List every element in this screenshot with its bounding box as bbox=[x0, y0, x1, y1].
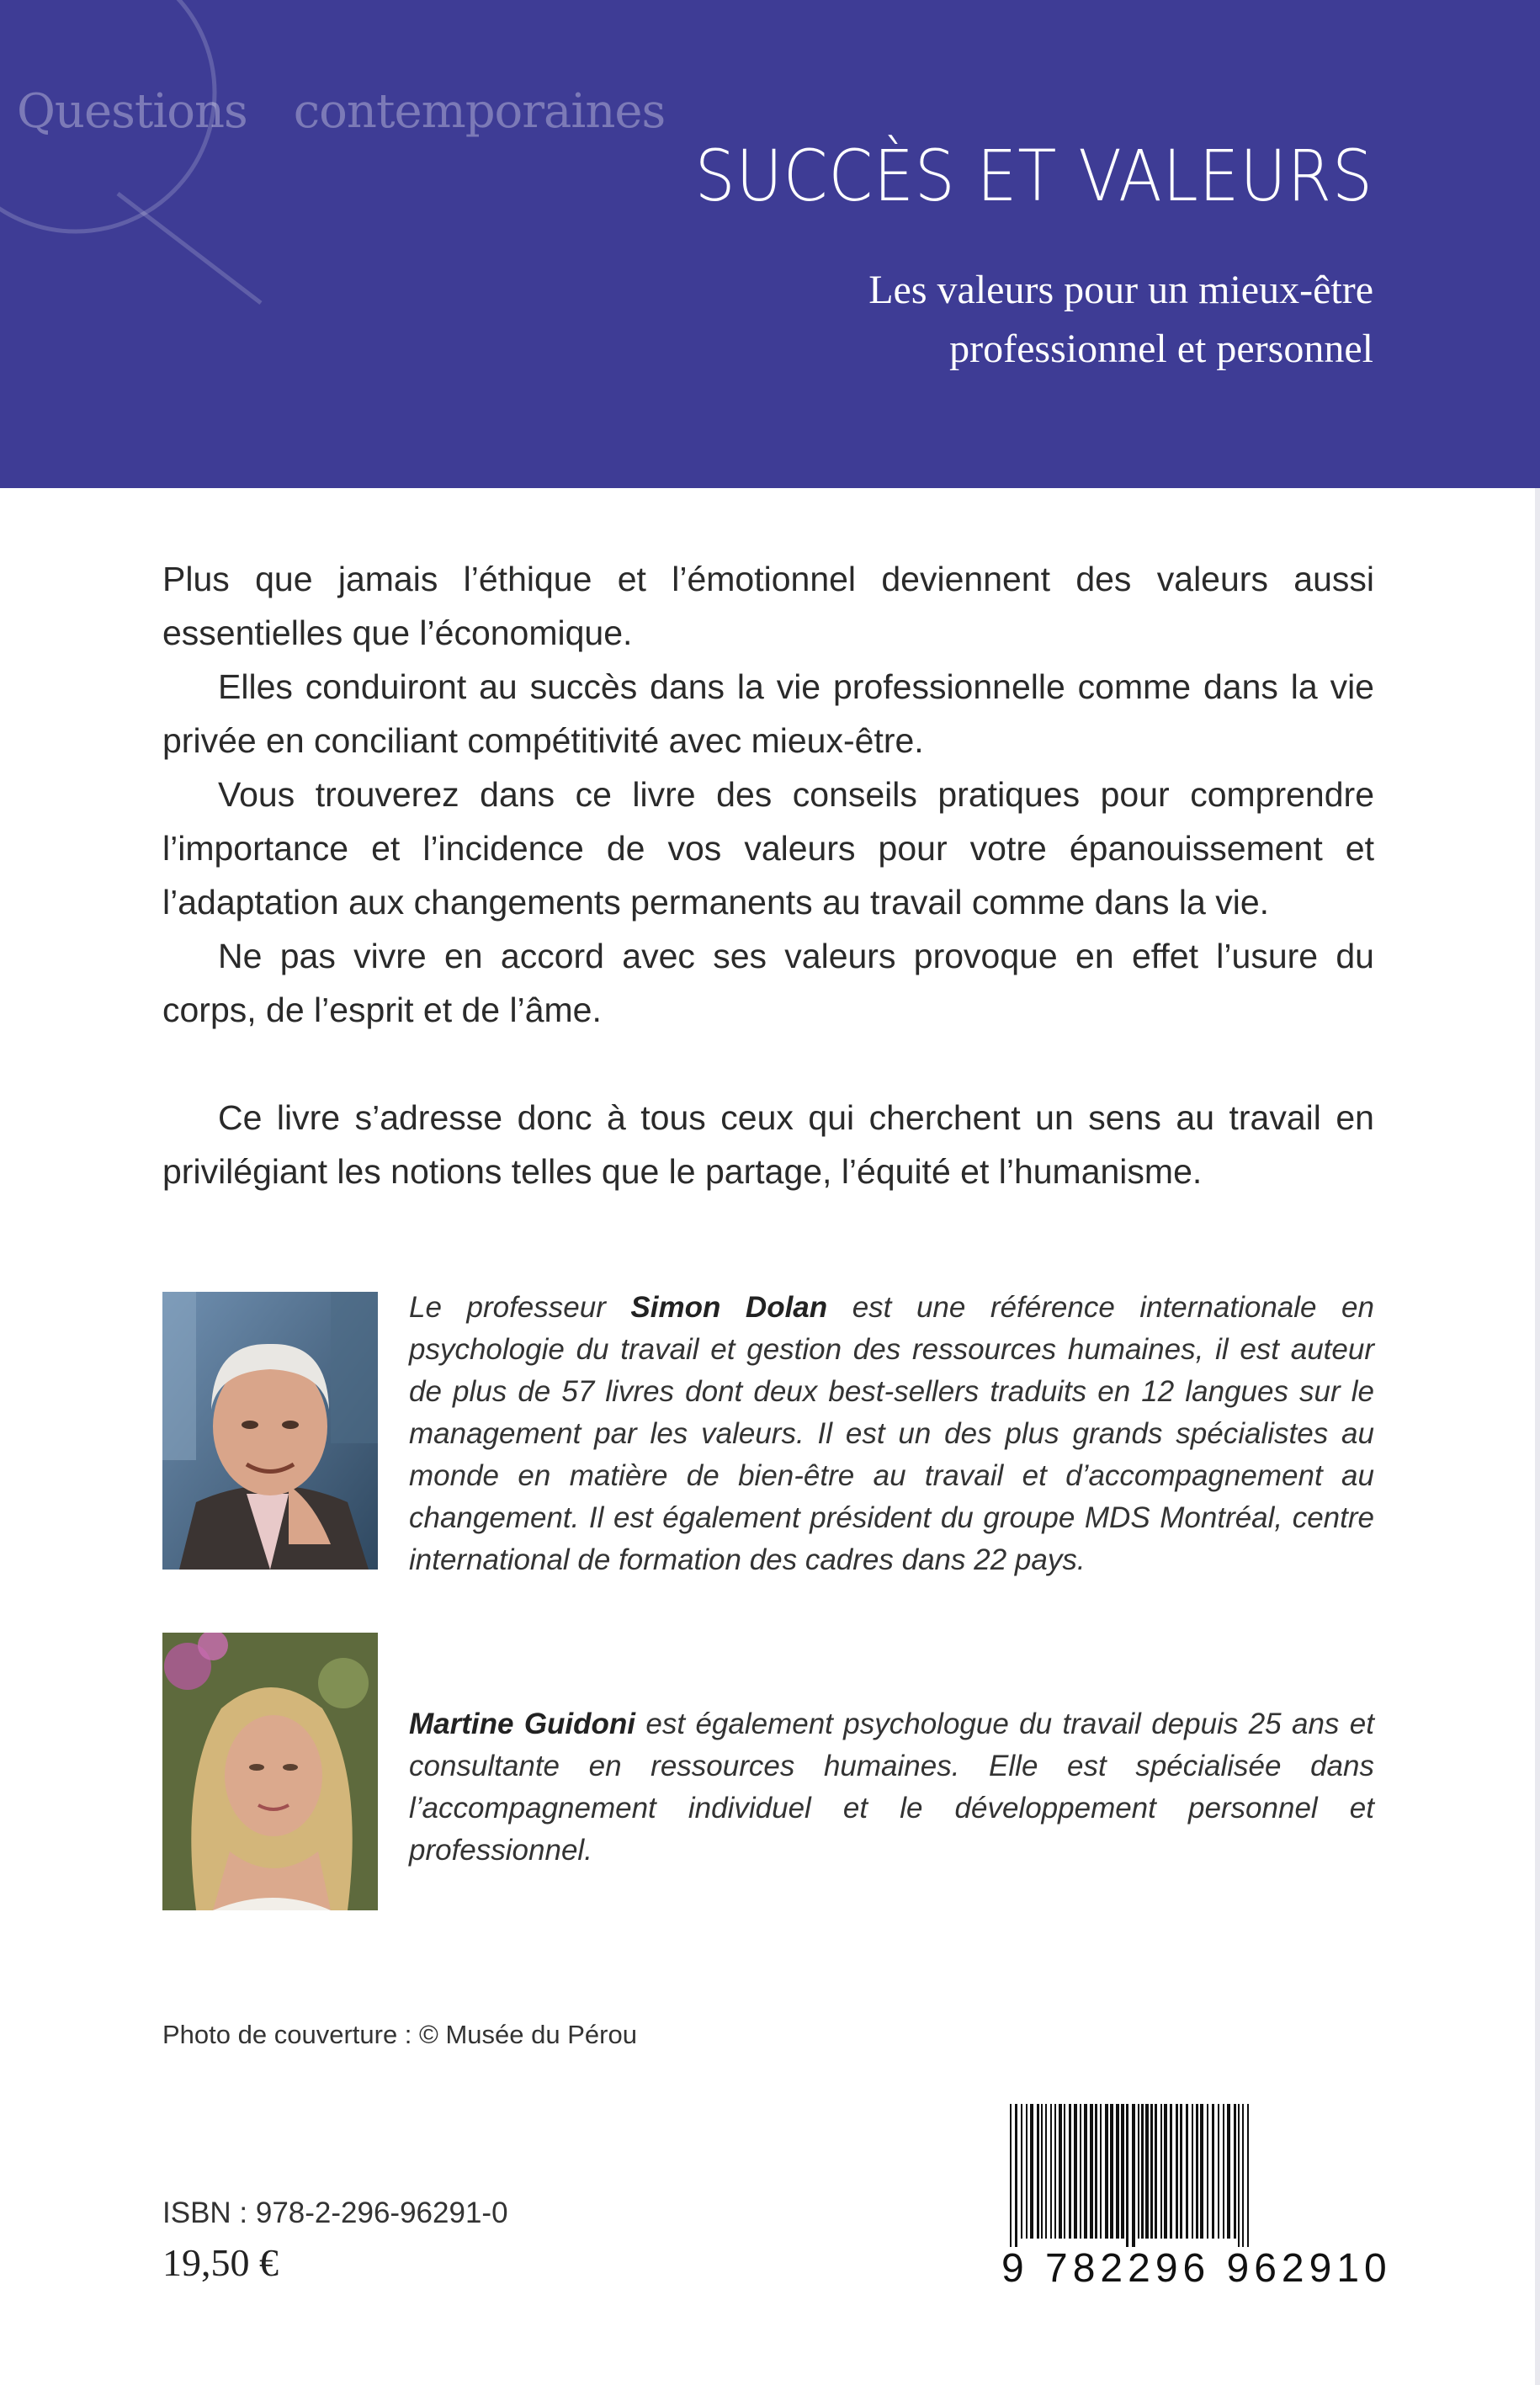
barcode-bar bbox=[1196, 2104, 1198, 2239]
blurb-paragraph-2: Elles conduiront au succès dans la vie professionnelle comme dans la vie privée en conciliant compétitivité avec mieux-être. bbox=[162, 667, 1374, 760]
barcode-bar bbox=[1074, 2104, 1077, 2239]
barcode-bar bbox=[1090, 2104, 1093, 2239]
barcode-bar bbox=[1227, 2104, 1230, 2239]
author-name-simon-dolan: Simon Dolan bbox=[630, 1291, 828, 1324]
barcode-bar bbox=[1037, 2104, 1039, 2239]
barcode-bar bbox=[1138, 2104, 1139, 2239]
blurb-paragraph-5: Ce livre s’adresse donc à tous ceux qui cherchent un sens au travail en privilégiant les notions telles que le partage, l’équité et l’humanisme. bbox=[162, 1098, 1374, 1191]
barcode-bars bbox=[1001, 2104, 1389, 2247]
collection-word-2: contemporaines bbox=[293, 84, 666, 139]
barcode-bar bbox=[1054, 2104, 1056, 2239]
barcode-bar bbox=[1064, 2104, 1065, 2239]
bio-prefix: Le professeur bbox=[409, 1291, 631, 1324]
author-block-1 bbox=[162, 1291, 1374, 1576]
barcode-bar bbox=[1050, 2104, 1052, 2239]
isbn: ISBN : 978-2-296-96291-0 bbox=[162, 2196, 508, 2229]
barcode-bar bbox=[1207, 2104, 1208, 2239]
barcode-bar bbox=[1180, 2104, 1182, 2239]
subtitle-line-2: professionnel et personnel bbox=[949, 327, 1373, 371]
barcode-bar bbox=[1223, 2104, 1224, 2239]
blurb-paragraph-3: Vous trouverez dans ce livre des conseils pratiques pour comprendre l’importance et l’incidence de vos valeurs pour votre épanouissement et l’adaptation aux changements permanents au travail comme dans la vie. bbox=[162, 775, 1374, 922]
author-bio-2 bbox=[409, 1703, 1374, 1872]
barcode-bar bbox=[1080, 2104, 1081, 2239]
barcode-bar bbox=[1192, 2104, 1193, 2239]
barcode-bar bbox=[1015, 2104, 1017, 2247]
barcode-bar bbox=[1200, 2104, 1203, 2239]
barcode-bar bbox=[1084, 2104, 1087, 2239]
barcode-bar bbox=[1121, 2104, 1124, 2239]
price: 19,50 € bbox=[162, 2241, 279, 2284]
barcode-bar bbox=[1160, 2104, 1162, 2239]
blurb-paragraph-1: Plus que jamais l’éthique et l’émotionnel deviennent des valeurs aussi essentielles que l’économique. bbox=[162, 560, 1374, 652]
blurb-paragraph-4: Ne pas vivre en accord avec ses valeurs provoque en effet l’usure du corps, de l’esprit et de l’âme. bbox=[162, 937, 1374, 1029]
barcode-bar bbox=[1238, 2104, 1240, 2247]
barcode bbox=[1001, 2104, 1392, 2291]
barcode-digits: 9 782296 962910 bbox=[1001, 2246, 1392, 2291]
author-photo-martine-guidoni bbox=[162, 1633, 378, 1910]
barcode-bar bbox=[1170, 2104, 1172, 2239]
barcode-bar bbox=[1100, 2104, 1102, 2239]
barcode-bar bbox=[1126, 2104, 1128, 2247]
barcode-bar bbox=[1164, 2104, 1167, 2239]
barcode-bar bbox=[1026, 2104, 1028, 2239]
author-photo-simon-dolan bbox=[162, 1292, 378, 1570]
barcode-bar bbox=[1041, 2104, 1043, 2239]
barcode-bar bbox=[1095, 2104, 1097, 2239]
barcode-bar bbox=[1116, 2104, 1119, 2239]
barcode-bar bbox=[1155, 2104, 1157, 2239]
photo-credit: Photo de couverture : © Musée du Pérou bbox=[162, 2020, 637, 2049]
barcode-bar bbox=[1150, 2104, 1153, 2239]
bio-text: est également psychologue du travail depuis 25 ans et consultante en ressources humaines. Elle est spécialisée dans l’accompagnement individuel et le développement personnel et professionnel. bbox=[409, 1708, 1374, 1867]
barcode-bar bbox=[1247, 2104, 1249, 2247]
author-bio-1 bbox=[409, 1287, 1374, 1581]
collection-word-1: Questions bbox=[17, 84, 247, 139]
barcode-bar bbox=[1212, 2104, 1214, 2239]
book-title: SUCCÈS ET VALEURS bbox=[694, 135, 1373, 217]
barcode-bar bbox=[1234, 2104, 1236, 2239]
author-name-martine-guidoni: Martine Guidoni bbox=[409, 1708, 636, 1740]
cover-header bbox=[0, 0, 1540, 488]
subtitle-line-1: Les valeurs pour un mieux-être bbox=[868, 268, 1373, 312]
barcode-bar bbox=[1141, 2104, 1144, 2239]
barcode-bar bbox=[1105, 2104, 1108, 2239]
collection-name bbox=[17, 84, 665, 139]
barcode-bar bbox=[1176, 2104, 1178, 2239]
barcode-bar bbox=[1069, 2104, 1071, 2239]
barcode-bar bbox=[1045, 2104, 1047, 2239]
bio-text: est une référence internationale en psychologie du travail et gestion des ressources humaines, il est auteur de plus de 57 livres dont deux best-sellers traduits en 12 langues sur le management par les valeurs. Il est un des plus grands spécialistes au monde en matière de bien-être au travail et d’accompagnement au changement. Il est également président du groupe MDS Montréal, centre international de formation des cadres dans 22 pays. bbox=[409, 1291, 1374, 1576]
barcode-bar bbox=[1186, 2104, 1188, 2239]
barcode-bar bbox=[1218, 2104, 1219, 2239]
barcode-bar bbox=[1021, 2104, 1022, 2239]
barcode-bar bbox=[1242, 2104, 1244, 2247]
barcode-bar bbox=[1110, 2104, 1113, 2239]
barcode-bar bbox=[1030, 2104, 1033, 2239]
barcode-bar bbox=[1145, 2104, 1149, 2239]
blurb bbox=[162, 552, 1374, 1198]
barcode-bar bbox=[1010, 2104, 1012, 2247]
book-subtitle bbox=[532, 261, 1373, 379]
barcode-bar bbox=[1132, 2104, 1135, 2247]
barcode-bar bbox=[1059, 2104, 1062, 2239]
author-block-2 bbox=[162, 1633, 1374, 1912]
page-edge bbox=[1535, 488, 1540, 2385]
